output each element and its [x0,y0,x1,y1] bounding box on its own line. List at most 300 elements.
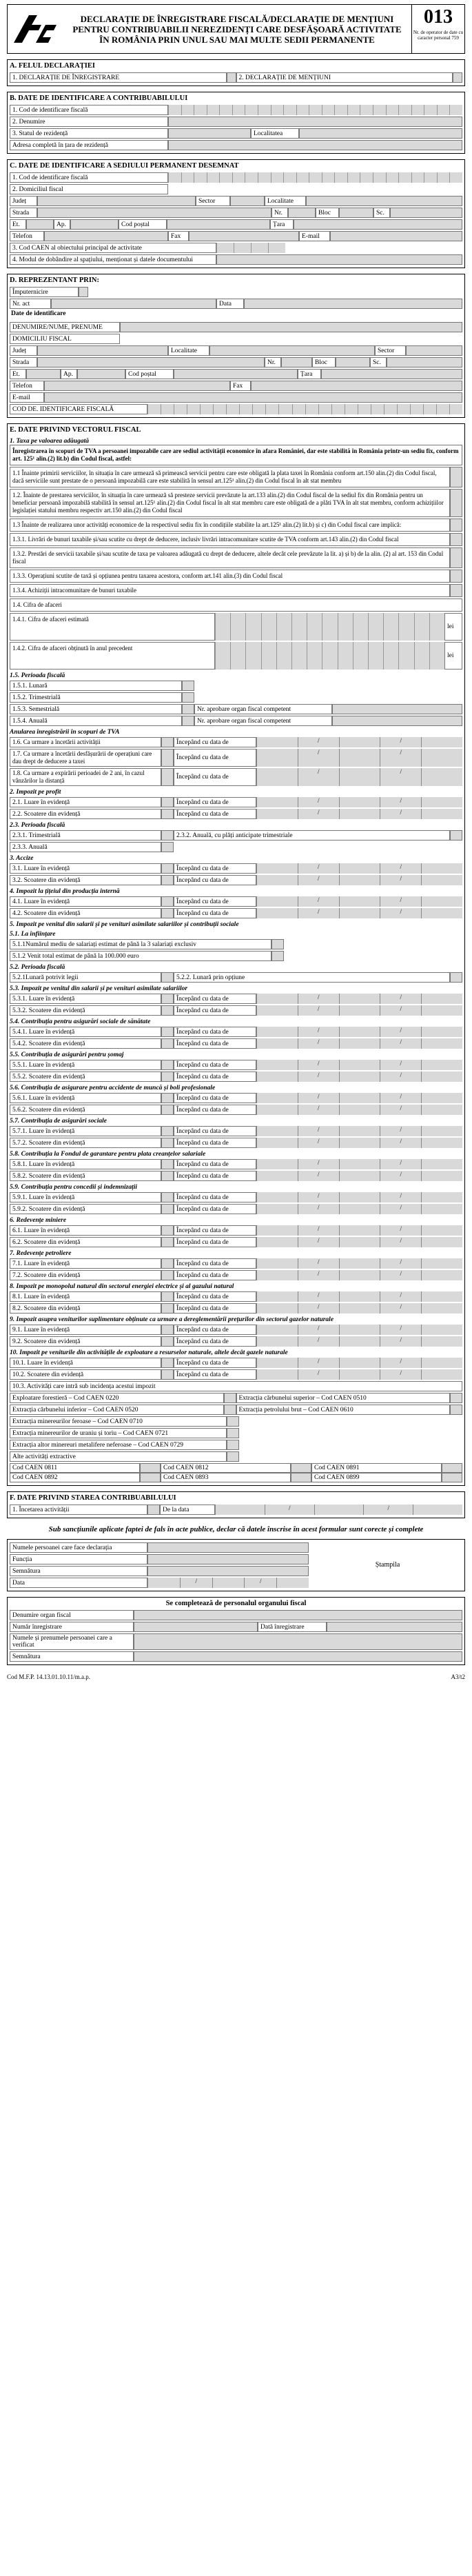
date-input[interactable]: / / [256,1126,462,1136]
date-input[interactable]: / / [256,809,462,819]
approval-input[interactable] [332,716,462,726]
subsection-title: 5.5. Contribuția de asigurări pentru șomaj [10,1051,124,1058]
act-number-input[interactable] [51,299,216,309]
evidence-checkbox[interactable] [161,1159,174,1169]
caen-code-label: Cod CAEN 0812 [161,1463,291,1473]
quarterly-checkbox[interactable] [161,830,174,841]
evidence-label: 7.2. Scoatere din evidență [10,1270,161,1280]
evidence-checkbox[interactable] [161,1225,174,1236]
operator-note: Nr. de operator de date cu caracter personal 759 [413,30,464,41]
date-input[interactable]: / / [256,1303,462,1314]
from-date-label: Începând cu data de [174,1325,256,1335]
caen-activity-label: Extracția altor minereuri metalifere neferoase – Cod CAEN 0729 [10,1440,227,1450]
field-label: COD DE. IDENTIFICARE FISCALĂ [10,404,147,414]
form-format: A3/t2 [451,1673,465,1680]
official-title: Se completează de personalul organului fiscal [165,1600,307,1607]
field-label: 2. Denumire [10,117,168,127]
caen-input[interactable] [216,243,285,253]
subsection-title: 10. Impozit pe veniturile din activitățile de exploatare a resurselor naturale, altele decât gazele naturale [10,1349,288,1356]
caen-code-checkbox[interactable] [140,1473,161,1482]
declaration-statement: Sub sancțiunile aplicate faptei de fals în acte publice, declar că datele înscrise în acest formular sunt corecte și complete [48,1525,424,1533]
date-input[interactable]: / / [256,1358,462,1368]
date-input[interactable]: / / [256,908,462,918]
setup-label: 5.1.1Numărul mediu de salariați estimat de până la 3 salariați exclusiv [10,939,271,949]
imput-checkbox[interactable] [79,287,88,297]
currency-label: lei [444,642,462,670]
evidence-checkbox[interactable] [161,1005,174,1016]
county-input[interactable] [37,196,196,206]
street-input[interactable] [37,357,265,368]
verifier-signature-input[interactable] [134,1651,462,1662]
date-input[interactable]: / / [256,863,462,874]
declaration-mentions-option[interactable] [236,72,453,83]
caen-checkbox[interactable] [450,1393,462,1403]
field-label: Județ [10,196,37,206]
registration-checkbox[interactable] [227,72,236,83]
field-label: 1. Cod de identificare fiscală [10,172,168,183]
period-label: 2.3.3. Anuală [10,842,161,852]
form-code: Cod M.F.P. 14.13.01.10.11/m.a.p. [7,1673,90,1680]
date-input[interactable]: / / [256,1093,462,1103]
annual-advance-checkbox[interactable] [450,830,462,841]
declarant-name-input[interactable] [147,1542,309,1553]
from-date-label: Începând cu data de [174,1060,256,1070]
cancel-checkbox[interactable] [161,768,174,786]
date-input[interactable]: / / [256,1369,462,1380]
from-date-label: Începând cu data de [174,1038,256,1049]
evidence-checkbox[interactable] [161,809,174,819]
field-label: Dată înregistrare [258,1622,327,1632]
field-label: Țara [270,219,294,230]
locality-input[interactable] [209,345,375,356]
sector-input[interactable] [230,196,265,206]
number-input[interactable] [288,208,316,218]
caen-checkbox[interactable] [227,1440,239,1450]
caen-checkbox[interactable] [227,1451,239,1462]
evidence-checkbox[interactable] [161,1291,174,1302]
vat-1-3-4-checkbox[interactable] [450,584,462,597]
number-input[interactable] [281,357,312,368]
period-label: 5.2.2. Lunară prin opțiune [174,972,450,983]
evidence-checkbox[interactable] [161,1358,174,1368]
fax-input[interactable] [189,231,299,241]
currency-label: lei [444,613,462,641]
section-f-title: F. DATE PRIVIND STAREA CONTRIBUABILULUI [10,1494,176,1502]
date-input[interactable]: / / [256,1291,462,1302]
from-date-label: Începând cu data de [174,896,256,907]
field-label: DENUMIRE/NUME, PRENUME [10,322,120,332]
evidence-label: 7.1. Luare în evidență [10,1258,161,1269]
field-label: Telefon [10,381,44,391]
evidence-checkbox[interactable] [161,797,174,807]
evidence-label: 9.2. Scoatere din evidență [10,1336,161,1347]
section-b-title: B. DATE DE IDENTIFICARE A CONTRIBUABILULUI [10,94,188,102]
stamp-label: Ștampila [375,1560,400,1569]
caen-code-label: Cod CAEN 0892 [10,1473,140,1482]
activities-label: 10.3. Activități care intră sub incidența acestui impozit [10,1381,462,1391]
field-label: Ap. [54,219,70,230]
evidence-label: 4.2. Scoatere din evidență [10,908,161,918]
monthly-legal-checkbox[interactable] [161,972,174,983]
date-input[interactable]: / / [256,1005,462,1016]
field-label: Sc. [370,357,387,368]
from-date-label: Începând cu data de [174,749,256,767]
from-date-label: Începând cu data de [174,1159,256,1169]
apartment-input[interactable] [77,369,125,379]
street-input[interactable] [37,208,271,218]
vat-1-3-1-checkbox[interactable] [450,533,462,546]
evidence-checkbox[interactable] [161,1270,174,1280]
evidence-label: 5.9.2. Scoatere din evidență [10,1204,161,1214]
county-input[interactable] [37,345,168,356]
mentions-checkbox[interactable] [453,72,462,83]
caen-activity-label: Extracția petrolului brut – Cod CAEN 0610 [236,1405,451,1415]
evidence-label: 5.9.1. Luare în evidență [10,1192,161,1203]
rep-cif-input[interactable] [147,404,462,414]
setup-label: 5.1.2 Venit total estimat de până la 100.000 euro [10,951,271,961]
from-date-label: Începând cu data de [174,1105,256,1115]
evidence-checkbox[interactable] [161,1258,174,1269]
field-label: Cod poștal [119,219,167,230]
caen-checkbox[interactable] [227,1416,239,1427]
verifier-input[interactable] [134,1633,462,1650]
date-input[interactable]: / / [256,737,462,747]
from-date-label: Începând cu data de [174,737,256,747]
postal-code-input[interactable] [174,369,298,379]
date-input[interactable]: / / [256,994,462,1004]
section-c-title: C. DATE DE IDENTIFICARE A SEDIULUI PERMANENT DESEMNAT [10,162,239,170]
from-date-label: Începând cu data de [174,1204,256,1214]
field-label: 1. Cod de identificare fiscală [10,105,168,115]
evidence-checkbox[interactable] [161,1369,174,1380]
caen-code-checkbox[interactable] [442,1463,462,1473]
date-input[interactable]: / / [256,1159,462,1169]
evidence-checkbox[interactable] [161,1325,174,1335]
salary-period-title: 5.2. Perioada fiscală [10,964,65,971]
evidence-checkbox[interactable] [161,1060,174,1070]
from-date-label: Începând cu data de [174,1303,256,1314]
evidence-checkbox[interactable] [161,1105,174,1115]
fiscal-body-input[interactable] [134,1610,462,1620]
field-label: Data [10,1578,147,1588]
phone-input[interactable] [44,231,168,241]
from-date-label: Începând cu data de [174,863,256,874]
date-input[interactable]: / / [147,1578,309,1588]
field-label: Localitatea [251,128,299,139]
vat-option-text: 1.3.3. Operațiuni scutite de taxă și opțiunea pentru taxarea acestora, conform art.141 alin.(3) din Codul fiscal [10,570,450,583]
vat-1-3-2-checkbox[interactable] [450,547,462,568]
turnover-label: 1.4.1. Cifra de afaceri estimată [10,613,215,641]
approval-input[interactable] [332,704,462,714]
field-label: Sc. [373,208,390,218]
evidence-label: 5.8.2. Scoatere din evidență [10,1171,161,1181]
cif-input[interactable] [168,105,462,115]
sector-input[interactable] [406,345,462,356]
date-input[interactable]: / / [256,749,462,767]
date-input[interactable]: / / [256,1138,462,1148]
act-date-input[interactable] [244,299,462,309]
caen-checkbox[interactable] [227,1428,239,1438]
from-date-label: Începând cu data de [174,768,256,786]
evidence-label: 5.4.2. Scoatere din evidență [10,1038,161,1049]
from-date-label: Începând cu data de [174,1270,256,1280]
evidence-label: 3.1. Luare în evidență [10,863,161,874]
field-label: Denumire organ fiscal [10,1610,134,1620]
signature-input[interactable] [147,1566,309,1576]
floor-input[interactable] [26,219,54,230]
reg-date-input[interactable] [327,1622,462,1632]
from-date-label: Începând cu data de [174,875,256,885]
evidence-checkbox[interactable] [161,994,174,1004]
cancel-label: 1.7. Ca urmare a încetării desfășurării de operațiuni care dau drept de deducere a taxei [10,749,161,767]
apartment-input[interactable] [70,219,119,230]
caen-activity-label: Extracția minereurilor de uraniu și toriu – Cod CAEN 0721 [10,1428,227,1438]
block-input[interactable] [339,208,373,218]
caen-code-label: Cod CAEN 0811 [10,1463,140,1473]
from-date-label: Începând cu data de [174,1171,256,1181]
evidence-checkbox[interactable] [161,1303,174,1314]
subsection-title: 5.4. Contribuția pentru asigurări sociale de sănătate [10,1018,151,1025]
form-number: 013 [424,6,453,28]
salary-tax-title: 5. Impozit pe venitul din salarii și pe venituri asimilate salariilor și contribuții sociale [10,921,239,928]
from-date-label: Începând cu data de [174,1027,256,1037]
evidence-checkbox[interactable] [161,1027,174,1037]
from-date-label: Începând cu data de [174,1291,256,1302]
subsection-title: 5.7. Contribuția de asigurări sociale [10,1118,107,1125]
evidence-label: 2.2. Scoatere din evidență [10,809,161,819]
evidence-checkbox[interactable] [161,1204,174,1214]
from-date-label: Începând cu data de [174,1005,256,1016]
evidence-checkbox[interactable] [161,1038,174,1049]
evidence-checkbox[interactable] [161,1071,174,1082]
from-date-label: Începând cu data de [174,994,256,1004]
annual-checkbox[interactable] [182,716,194,726]
excise-title: 3. Accize [10,855,34,862]
field-label: Sector [196,196,230,206]
email-input[interactable] [330,231,462,241]
date-input[interactable]: / / [256,1258,462,1269]
postal-code-input[interactable] [167,219,270,230]
official-block [7,1597,465,1665]
cessation-checkbox[interactable] [147,1505,160,1515]
evidence-label: 10.2. Scoatere din evidență [10,1369,161,1380]
subsection-title: 5.9. Contribuția pentru concedii și indemnizații [10,1184,138,1191]
section-a [7,59,465,86]
country-input[interactable] [321,369,462,379]
email-input[interactable] [44,392,462,403]
cif-input[interactable] [168,172,462,183]
monthly-checkbox[interactable] [182,681,194,691]
field-label: Județ [10,345,37,356]
cancel-checkbox[interactable] [161,749,174,767]
vat-1-1-checkbox[interactable] [450,467,462,487]
evidence-label: 5.5.1. Luare în evidență [10,1060,161,1070]
caen-checkbox[interactable] [224,1393,236,1403]
vat-title: 1. Taxa pe valoarea adăugată [10,438,89,445]
evidence-checkbox[interactable] [161,863,174,874]
date-input[interactable]: / / [256,1071,462,1082]
evidence-checkbox[interactable] [161,1138,174,1148]
field-label: Ap. [61,369,77,379]
country-input[interactable] [294,219,462,230]
evidence-checkbox[interactable] [161,1126,174,1136]
option-label: 2. DECLARAȚIE DE MENȚIUNI [238,74,331,81]
date-input[interactable]: / / [256,896,462,907]
date-input[interactable]: / / [256,1060,462,1070]
vat-option-text: 1.3.1. Livrări de bunuri taxabile și/sau scutite cu drept de deducere, inclusiv livrări intracomunitare scutite de TVA conform art.143 alin.(2) din Codul fiscal [10,533,450,546]
section-f [7,1491,465,1518]
evidence-label: 5.6.1. Luare în evidență [10,1093,161,1103]
field-label: Data [216,299,244,309]
setup-checkbox[interactable] [271,951,284,961]
annual-checkbox[interactable] [161,842,174,852]
address-input[interactable] [168,140,462,150]
field-label: Bloc [316,208,339,218]
fax-input[interactable] [251,381,462,391]
date-input[interactable]: / / [256,1336,462,1347]
function-input[interactable] [147,1554,309,1564]
subsection-title: 8. Impozit pe monopolul natural din sectorul energiei electrice și al gazului natural [10,1283,234,1290]
quarterly-checkbox[interactable] [182,692,194,703]
vat-1-3-checkbox[interactable] [450,519,462,532]
from-date-label: Începând cu data de [174,1336,256,1347]
evidence-checkbox[interactable] [161,1171,174,1181]
subsection-title: 5.6. Contribuția de asigurare pentru accidente de muncă și boli profesionale [10,1085,216,1091]
field-label: 1. Încetarea activității [10,1505,147,1515]
caen-activity-label: Extracția cărbunelui inferior – Cod CAEN 0520 [10,1405,224,1415]
declaration-registration-option[interactable] [10,72,227,83]
date-input[interactable]: / / [256,1237,462,1247]
previous-turnover-input[interactable] [215,642,444,670]
field-label: Strada [10,357,37,368]
date-input[interactable]: / / [256,1325,462,1335]
date-input[interactable]: / / [256,1192,462,1203]
vat-1-2-checkbox[interactable] [450,489,462,517]
locality-input[interactable] [299,128,462,139]
from-date-label: Începând cu data de [174,809,256,819]
field-label: 4. Modul de dobândire al spațiului, menționat și datele documentului [10,254,216,265]
from-date-label: Începând cu data de [174,908,256,918]
field-label: Bloc [312,357,336,368]
period-label: 1.5.3. Semestrială [10,704,182,714]
section-a-title: A. FELUL DECLARAȚIEI [10,62,95,70]
evidence-checkbox[interactable] [161,1192,174,1203]
turnover-label: 1.4.2. Cifra de afaceri obținută în anul precedent [10,642,215,670]
phone-input[interactable] [44,381,230,391]
estimated-turnover-input[interactable] [215,613,444,641]
evidence-checkbox[interactable] [161,908,174,918]
form-header [7,4,465,54]
evidence-label: 2.1. Luare în evidență [10,797,161,807]
period-label: 1.5.4. Anuală [10,716,182,726]
date-input[interactable]: / / [256,875,462,885]
signature-block [7,1539,465,1591]
caen-code-checkbox[interactable] [442,1473,462,1482]
evidence-label: 8.1. Luare în evidență [10,1291,161,1302]
setup-checkbox[interactable] [271,939,284,949]
from-date-label: Începând cu data de [174,1358,256,1368]
date-input[interactable]: / / [256,1171,462,1181]
date-input[interactable]: / / [256,1204,462,1214]
caen-activity-label: Extracția cărbunelui superior – Cod CAEN 0510 [236,1393,451,1403]
date-input[interactable]: / / [256,1105,462,1115]
fiscal-period-title: 1.5. Perioada fiscală [10,672,65,679]
evidence-checkbox[interactable] [161,1093,174,1103]
date-input[interactable]: / / [256,1225,462,1236]
date-input[interactable]: / / [256,1027,462,1037]
from-date-label: Începând cu data de [174,797,256,807]
reg-number-input[interactable] [134,1622,258,1632]
date-input[interactable]: / / [256,1038,462,1049]
field-label: Nr. act [10,299,51,309]
date-input[interactable]: / / [215,1505,462,1515]
field-label: Nr. [271,208,288,218]
residence-state-input[interactable] [168,128,251,139]
field-label: 2. Domiciliul fiscal [10,184,168,194]
field-label: Funcția [10,1554,147,1564]
cancel-label: 1.6. Ca urmare a încetării activității [10,737,161,747]
caen-code-checkbox[interactable] [291,1473,311,1482]
from-date-label: Începând cu data de [174,1258,256,1269]
page-footer [7,1673,465,1680]
name-input[interactable] [168,117,462,127]
field-label: Et. [10,219,26,230]
caen-checkbox[interactable] [224,1405,236,1415]
field-label: Sector [375,345,406,356]
evidence-label: 5.5.2. Scoatere din evidență [10,1071,161,1082]
evidence-checkbox[interactable] [161,896,174,907]
caen-checkbox[interactable] [450,1405,462,1415]
period-label: 2.3.1. Trimestrială [10,830,161,841]
stair-input[interactable] [390,208,462,218]
date-input[interactable]: / / [256,797,462,807]
anaf-logo [8,8,63,50]
date-input[interactable]: / / [256,768,462,786]
caen-code-checkbox[interactable] [140,1463,161,1473]
profit-tax-title: 2. Impozit pe profit [10,789,61,796]
caen-code-label: Cod CAEN 0893 [161,1473,291,1482]
section-e [7,423,465,1486]
floor-input[interactable] [26,369,61,379]
rep-name-input[interactable] [120,322,462,332]
stair-input[interactable] [387,357,462,368]
evidence-checkbox[interactable] [161,1336,174,1347]
setup-title: 5.1. La înființare [10,931,56,938]
vat-option-text: 1.1 Înainte primirii serviciilor, în situația în care urmează să primească servicii pentru care este obligată la plata taxei în România conform art.150 alin.(2) din Codul fiscal, dacă serviciile sunt prestate de o persoană impozabilă care este stabilită în sensul art.125¹ alin.(2) din Codul fiscal în alt stat membru [10,467,450,487]
cancel-checkbox[interactable] [161,737,174,747]
field-label: Nr. [265,357,281,368]
field-label: 3. Cod CAEN al obiectului principal de activitate [10,243,216,253]
caen-activity-label: Exploatare forestieră – Cod CAEN 0220 [10,1393,224,1403]
locality-input[interactable] [306,196,462,206]
monthly-option-checkbox[interactable] [450,972,462,983]
evidence-checkbox[interactable] [161,875,174,885]
option-label: 1. DECLARAȚIE DE ÎNREGISTRARE [12,74,120,81]
field-label: Împuternicire [10,287,79,297]
subsection-title: 5.3. Impozit pe venitul din salarii și pe venituri asimilate salariilor [10,985,188,992]
caen-code-checkbox[interactable] [291,1463,311,1473]
vat-1-3-3-checkbox[interactable] [450,570,462,583]
evidence-label: 5.8.1. Luare în evidență [10,1159,161,1169]
semester-checkbox[interactable] [182,704,194,714]
field-label: 3. Statul de rezidență [10,128,168,139]
vat-cancel-title: Anularea înregistrării în scopuri de TVA [10,729,120,736]
evidence-checkbox[interactable] [161,1237,174,1247]
block-input[interactable] [336,357,370,368]
from-date-label: Începând cu data de [174,1138,256,1148]
date-input[interactable]: / / [256,1270,462,1280]
space-acquisition-input[interactable] [216,254,462,265]
